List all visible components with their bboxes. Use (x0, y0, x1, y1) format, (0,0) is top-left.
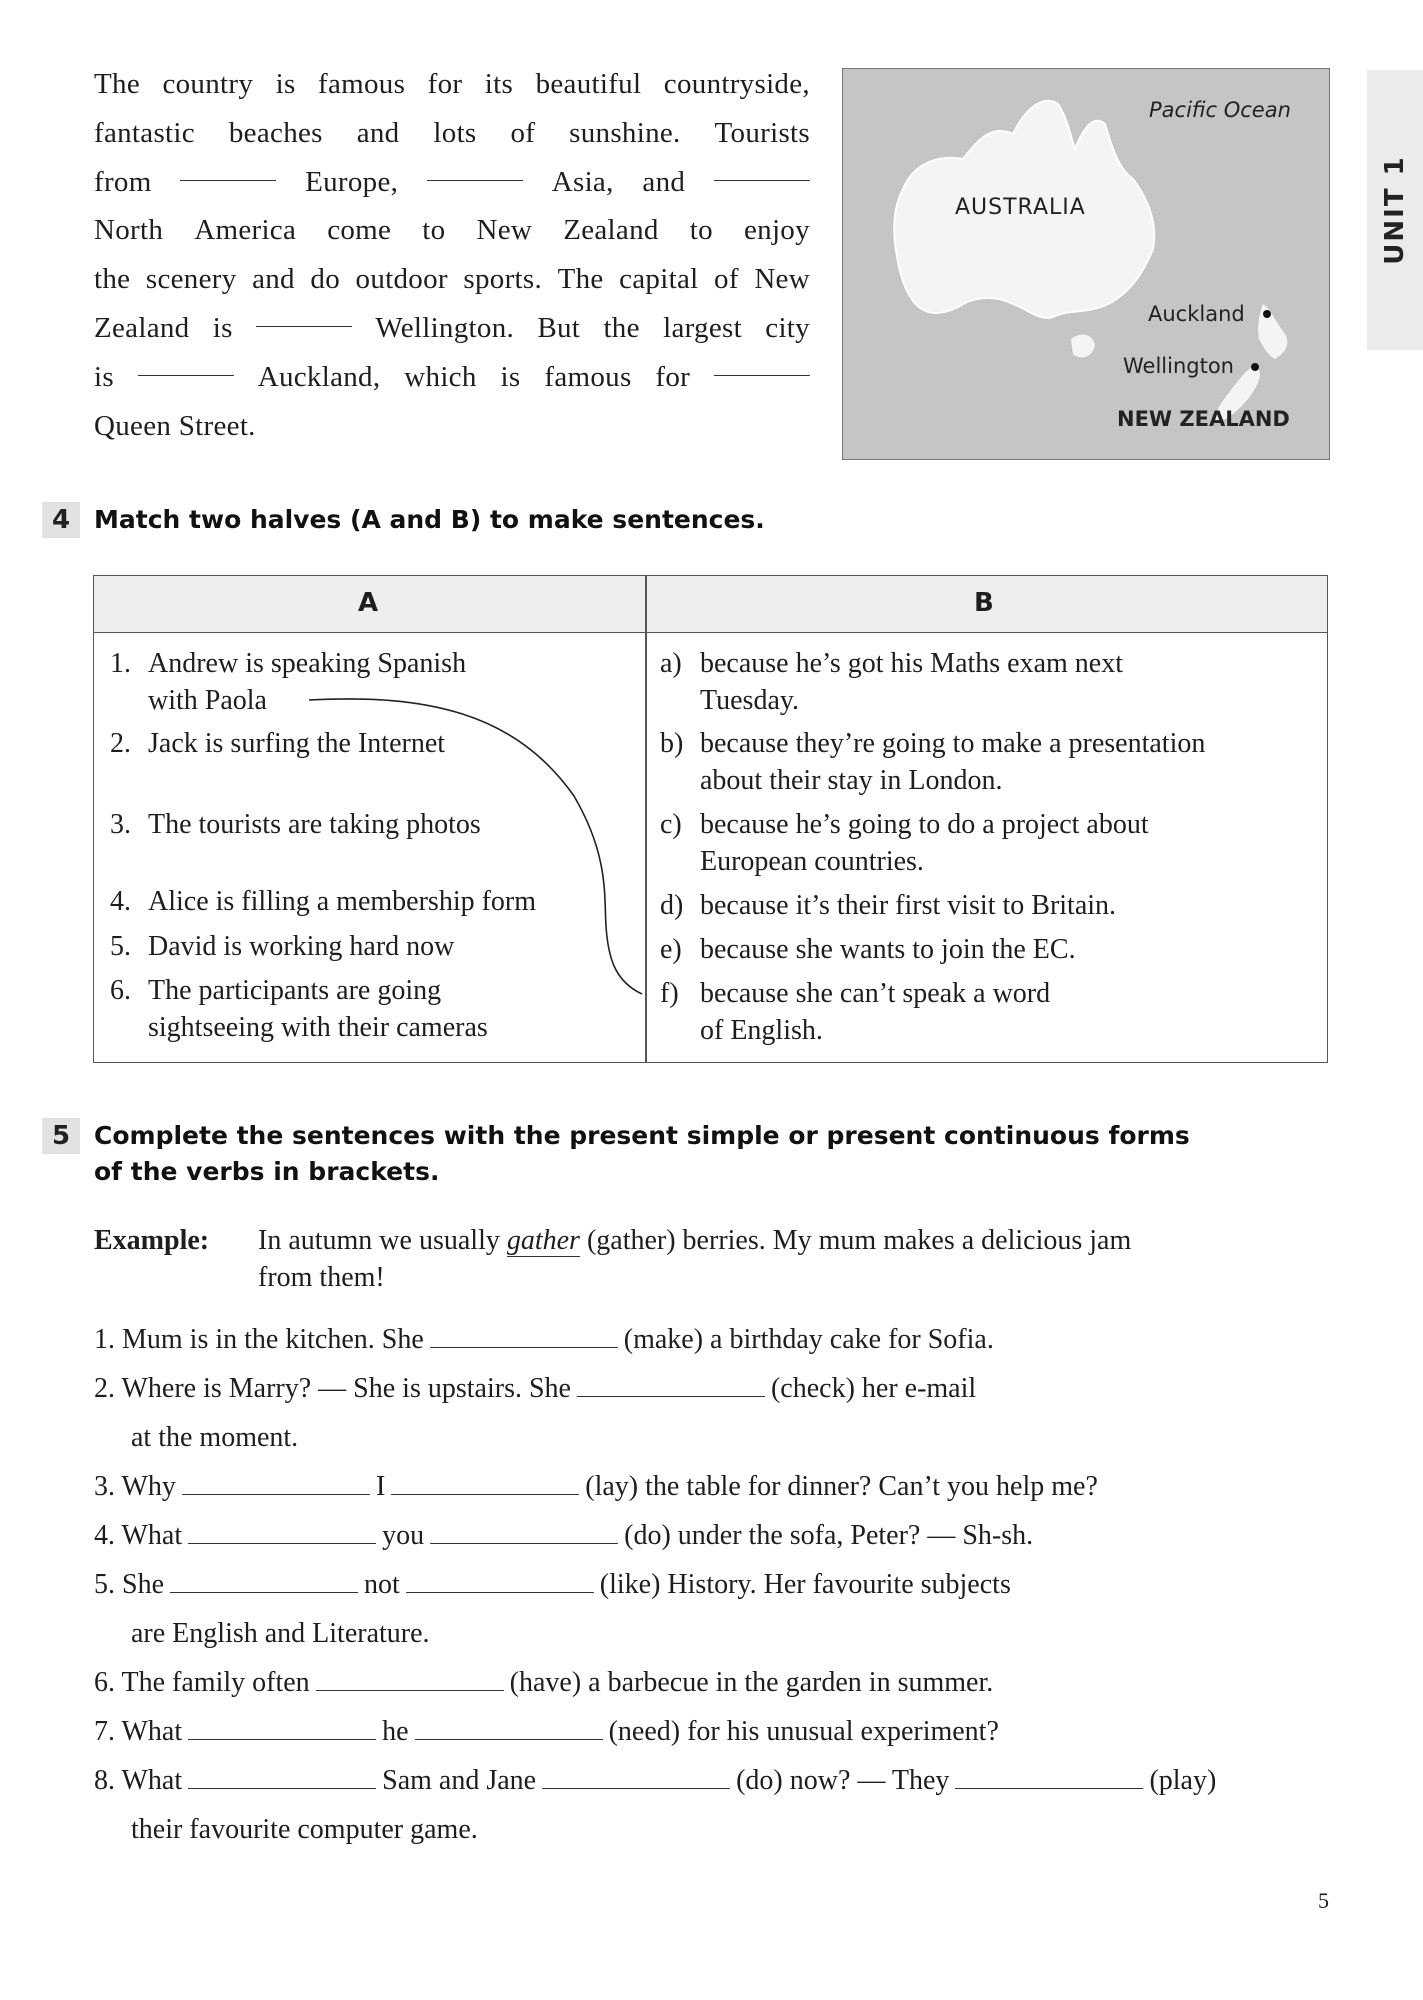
intro-line (94, 206, 810, 255)
intro-word: famous (544, 360, 632, 393)
intro-word: Europe, (305, 165, 399, 198)
example-label: Example: (94, 1225, 210, 1256)
intro-word: country (162, 68, 254, 100)
intro-word: North (94, 214, 164, 247)
sentence-2: 2. Where is Marry? — She is upstairs. She (check) her e-mail (94, 1373, 977, 1404)
column-b-header: B (974, 588, 994, 618)
unit-tab (1367, 70, 1423, 350)
intro-word: for (427, 68, 463, 100)
task-5-number: 5 (42, 1118, 80, 1154)
wellington-marker (1251, 363, 1259, 371)
intro-blank[interactable] (427, 158, 523, 181)
intro-word: enjoy (743, 214, 810, 247)
intro-blank[interactable] (714, 158, 810, 181)
answer-blank[interactable] (406, 1568, 594, 1593)
intro-word: outdoor (355, 263, 448, 296)
intro-word: The (94, 68, 140, 100)
intro-word: sports. (463, 263, 543, 296)
intro-word: lots (433, 116, 477, 149)
intro-blank[interactable] (714, 353, 810, 376)
intro-line (94, 60, 810, 109)
intro-word: do (310, 263, 340, 296)
intro-blank[interactable] (138, 353, 234, 376)
pacific-ocean-label: Pacific Ocean (1149, 98, 1291, 122)
example-word: gather (506, 1225, 580, 1256)
intro-line (94, 158, 810, 207)
intro-word: scenery (145, 263, 237, 296)
intro-word: is (94, 360, 114, 393)
auckland-marker (1263, 310, 1271, 318)
intro-word: is (500, 360, 521, 393)
example-block: Example: In autumn we usually gather (gather) berries. My mum makes a delicious jam from them! (94, 1225, 1132, 1293)
intro-word: and (252, 263, 295, 296)
sentence-8: 8. What Sam and Jane (do) now? — They (play) (94, 1765, 1217, 1796)
intro-word: sunshine. (569, 116, 681, 149)
intro-paragraph (94, 60, 810, 450)
intro-word: to (689, 214, 713, 247)
sentence-5: 5. She not (like) History. Her favourite subjects (94, 1569, 1011, 1600)
intro-word: which (404, 360, 477, 393)
intro-line (94, 353, 810, 402)
intro-word: countryside, (663, 68, 810, 100)
intro-word: and (356, 116, 400, 149)
match-curve (309, 699, 642, 994)
answer-blank[interactable] (542, 1764, 730, 1789)
answer-blank[interactable] (188, 1764, 376, 1789)
map-svg (843, 69, 1329, 459)
sentence-1: 1. Mum is in the kitchen. She (make) a birthday cake for Sofia. (94, 1324, 994, 1355)
sentence-7: 7. What he (need) for his unusual experiment? (94, 1716, 999, 1747)
intro-blank[interactable] (180, 158, 276, 181)
new-zealand-label: NEW ZEALAND (1117, 407, 1290, 431)
map-figure (842, 68, 1330, 460)
example-match-line (94, 576, 1326, 1061)
intro-word: its (484, 68, 514, 100)
intro-word: is (275, 68, 296, 100)
intro-word: beaches (228, 116, 323, 149)
intro-line (94, 255, 810, 304)
sentence-6: 6. The family often (have) a barbecue in the garden in summer. (94, 1667, 994, 1698)
intro-word: Zealand (94, 311, 190, 344)
intro-word: beautiful (535, 68, 642, 100)
australia-label: AUSTRALIA (955, 195, 1086, 220)
column-a-header: A (358, 588, 379, 618)
answer-blank[interactable] (182, 1470, 370, 1495)
intro-word: Asia, (551, 165, 614, 198)
unit-label: UNIT 1 (1380, 155, 1410, 265)
match-table: A B 1. Andrew is speaking Spanish with Paola 2. Jack is surfing the Internet 3. The tourists are taking photos 4. Alice is filling a membership form 5. David is working hard now 6. The participants are going sightseeing with their cameras a) because he’s got his Maths exam next Tuesday. b) because they’re going to make a presentation about their stay in London. c) because he’s going to do a project about European countries. d) because it’s their first visit to Britain. e) because she wants to join the EC. f) because she can’t speak a word of English. (93, 575, 1328, 1063)
sentence-2-cont: at the moment. (131, 1422, 299, 1453)
intro-word: fantastic (94, 116, 195, 149)
task-4-title: Match two halves (A and B) to make sentences. (94, 505, 765, 534)
sentence-8-cont: their favourite computer game. (131, 1814, 478, 1845)
intro-word: The (557, 263, 604, 296)
intro-word: famous (318, 68, 406, 100)
intro-word: and (642, 165, 686, 198)
answer-blank[interactable] (415, 1715, 603, 1740)
intro-word: is (212, 311, 233, 344)
task-5-title: Complete the sentences with the present simple or present continuous forms of the verbs in brackets. (94, 1121, 1190, 1186)
intro-word: city (765, 311, 810, 344)
sentence-5-cont: are English and Literature. (131, 1618, 430, 1649)
intro-word: the (94, 263, 131, 296)
answer-blank[interactable] (577, 1372, 765, 1397)
intro-word: America (194, 214, 297, 247)
intro-word: Tourists (714, 116, 810, 149)
intro-word: from (94, 165, 152, 198)
answer-blank[interactable] (170, 1568, 358, 1593)
answer-blank[interactable] (955, 1764, 1143, 1789)
answer-blank[interactable] (188, 1519, 376, 1544)
intro-word: of (714, 263, 739, 296)
intro-blank[interactable] (256, 304, 352, 327)
intro-line (94, 304, 810, 353)
answer-blank[interactable] (316, 1666, 504, 1691)
intro-word: to (422, 214, 446, 247)
sentence-4: 4. What you (do) under the sofa, Peter? — Sh-sh. (94, 1520, 1034, 1551)
answer-blank[interactable] (391, 1470, 579, 1495)
page-number: 5 (1318, 1888, 1329, 1913)
intro-word: But (537, 311, 581, 344)
auckland-label: Auckland (1148, 302, 1245, 326)
sentence-3: 3. Why I (lay) the table for dinner? Can’t you help me? (94, 1471, 1098, 1502)
intro-word: Wellington. (375, 311, 515, 344)
intro-word: largest (663, 311, 742, 344)
intro-word: New (476, 214, 533, 247)
intro-word: capital (619, 263, 699, 296)
intro-line (94, 109, 810, 158)
answer-blank[interactable] (430, 1519, 618, 1544)
intro-word: Auckland, (257, 360, 381, 393)
intro-word: of (510, 116, 536, 149)
intro-word: come (327, 214, 392, 247)
task-4-number: 4 (42, 502, 80, 538)
answer-blank[interactable] (188, 1715, 376, 1740)
intro-word: for (655, 360, 691, 393)
intro-word: New (754, 263, 810, 296)
wellington-label: Wellington (1123, 354, 1234, 378)
intro-word: the (603, 311, 640, 344)
answer-blank[interactable] (430, 1323, 618, 1348)
intro-word: Zealand (563, 214, 659, 247)
intro-line-last: Queen Street. (94, 409, 256, 442)
